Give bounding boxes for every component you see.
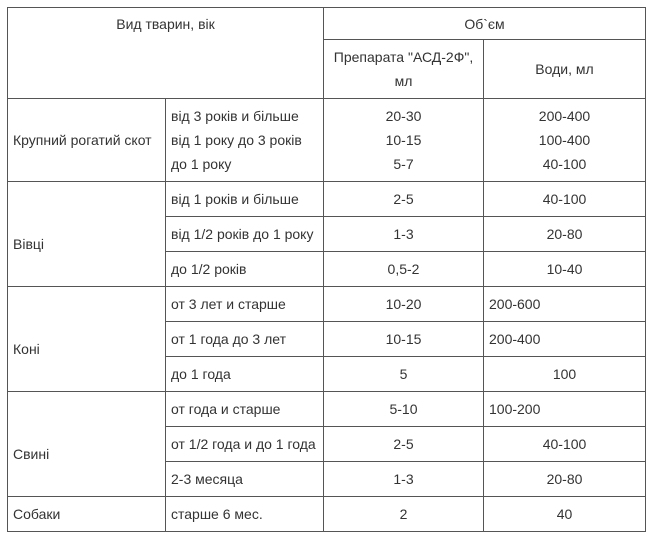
group-cattle bbox=[8, 99, 646, 182]
age-list bbox=[166, 99, 324, 182]
animal-name: Свині bbox=[8, 392, 166, 497]
age-cell: до 1 року bbox=[171, 156, 232, 172]
table-row bbox=[8, 392, 646, 427]
drug-cell: 2-5 bbox=[324, 182, 484, 217]
water-list bbox=[484, 99, 646, 182]
age-cell: от 3 лет и старше bbox=[166, 287, 324, 322]
drug-cell: 20-30 bbox=[385, 108, 422, 124]
drug-cell: 2 bbox=[324, 497, 484, 532]
water-cell: 40-100 bbox=[484, 182, 646, 217]
age-cell: від 1 року до 3 років bbox=[171, 132, 302, 148]
water-cell: 10-40 bbox=[484, 252, 646, 287]
header-volume: Об`єм bbox=[324, 8, 646, 40]
water-cell: 40-100 bbox=[542, 156, 587, 172]
age-cell: від 3 років и більше bbox=[171, 108, 299, 124]
water-cell: 200-400 bbox=[538, 108, 591, 124]
drug-cell: 10-15 bbox=[324, 322, 484, 357]
water-cell: 200-400 bbox=[484, 322, 646, 357]
drug-cell: 1-3 bbox=[324, 462, 484, 497]
header-row-1 bbox=[8, 8, 646, 40]
age-cell: от года и старше bbox=[166, 392, 324, 427]
drug-cell: 5-7 bbox=[393, 156, 414, 172]
water-cell: 40-100 bbox=[484, 427, 646, 462]
age-cell: от 1 года до 3 лет bbox=[166, 322, 324, 357]
drug-cell: 10-15 bbox=[385, 132, 422, 148]
water-cell: 100-200 bbox=[484, 392, 646, 427]
drug-cell: 1-3 bbox=[324, 217, 484, 252]
header-water: Води, мл bbox=[484, 40, 646, 99]
animal-name: Собаки bbox=[8, 497, 166, 532]
animal-name: Вівці bbox=[8, 182, 166, 287]
age-cell: старше 6 мес. bbox=[166, 497, 324, 532]
age-cell: до 1 года bbox=[166, 357, 324, 392]
drug-list bbox=[324, 99, 484, 182]
water-cell: 100-400 bbox=[538, 132, 591, 148]
age-cell: від 1/2 років до 1 року bbox=[166, 217, 324, 252]
animal-name: Крупний рогатий скот bbox=[8, 99, 166, 182]
water-cell: 40 bbox=[484, 497, 646, 532]
water-cell: 200-600 bbox=[484, 287, 646, 322]
drug-cell: 5-10 bbox=[324, 392, 484, 427]
header-drug: Препарата "АСД-2Ф", мл bbox=[324, 40, 484, 99]
table-row bbox=[8, 497, 646, 532]
drug-cell: 0,5-2 bbox=[324, 252, 484, 287]
drug-cell: 2-5 bbox=[324, 427, 484, 462]
table-row bbox=[8, 287, 646, 322]
age-cell: до 1/2 років bbox=[166, 252, 324, 287]
age-cell: від 1 років и більше bbox=[166, 182, 324, 217]
dosage-table bbox=[7, 7, 646, 532]
drug-cell: 10-20 bbox=[324, 287, 484, 322]
age-cell: от 1/2 года и до 1 года bbox=[166, 427, 324, 462]
header-animal-age: Вид тварин, вік bbox=[8, 8, 324, 99]
table-row bbox=[8, 182, 646, 217]
drug-cell: 5 bbox=[324, 357, 484, 392]
water-cell: 20-80 bbox=[484, 462, 646, 497]
water-cell: 100 bbox=[484, 357, 646, 392]
animal-name: Коні bbox=[8, 287, 166, 392]
age-cell: 2-3 месяца bbox=[166, 462, 324, 497]
water-cell: 20-80 bbox=[484, 217, 646, 252]
